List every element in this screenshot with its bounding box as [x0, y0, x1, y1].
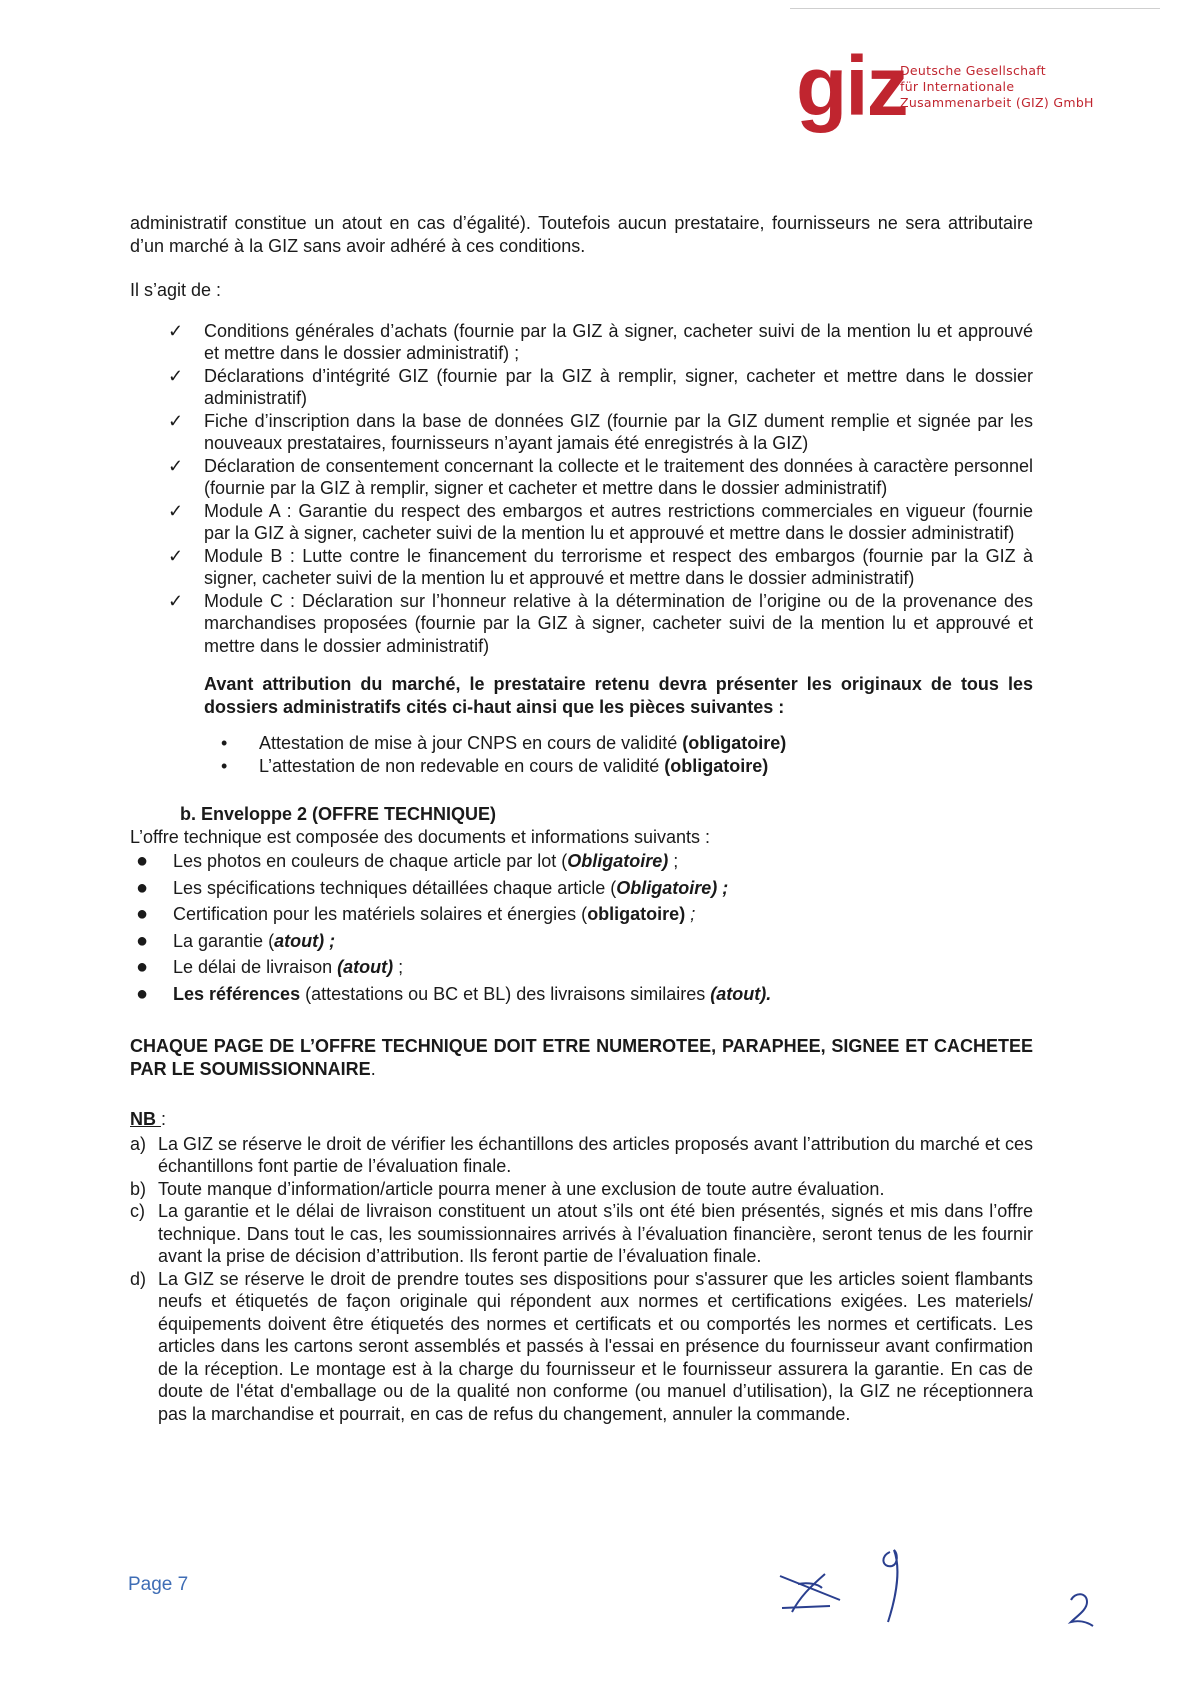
- list-item-suffix: ;: [668, 851, 679, 871]
- list-item: [130, 455, 1033, 500]
- list-item-text: Module B : Lutte contre le financement du terrorisme et respect des embargos (fournie par la GIZ à signer, cacheter suivi de la mention lu et approuvé et mettre dans le dossier administratif): [204, 545, 1033, 588]
- giz-logo-text: [900, 63, 1094, 111]
- nb-list: [130, 1133, 1033, 1426]
- list-item: [130, 901, 1033, 928]
- list-item: [130, 545, 1033, 590]
- checkmark-icon: ✓: [168, 545, 184, 566]
- attestations-list: [221, 732, 1033, 777]
- giz-logo-mark: giz: [796, 39, 907, 133]
- intro-paragraph: administratif constitue un atout en cas d’égalité). Toutefois aucun prestataire, fournisseurs ne sera attributaire d’un marché à la GIZ sans avoir adhéré à ces conditions.: [130, 213, 1033, 256]
- checkmark-icon: ✓: [168, 455, 184, 476]
- list-item-text: (attestations ou BC et BL) des livraisons similaires: [300, 983, 711, 1004]
- list-item: [221, 732, 1033, 755]
- list-item-emphasis: (obligatoire): [664, 755, 769, 776]
- list-item-suffix: ;: [685, 904, 696, 924]
- document-body: [130, 212, 1033, 1425]
- list-item: [130, 320, 1033, 365]
- section-heading: b. Enveloppe 2 (OFFRE TECHNIQUE): [180, 804, 497, 824]
- list-item-text: Déclaration de consentement concernant la collecte et le traitement des données à caractère personnel (fournie par la GIZ à remplir, signer et cacheter et mettre dans le dossier administratif): [204, 455, 1033, 498]
- bullet-icon: •: [221, 755, 228, 776]
- bullet-icon: ●: [136, 850, 149, 872]
- checkmark-icon: ✓: [168, 365, 184, 386]
- checkmark-icon: ✓: [168, 320, 184, 341]
- list-item: [130, 590, 1033, 658]
- list-item-text: Fiche d’inscription dans la base de données GIZ (fournie par la GIZ dument remplie et signée par les nouveaux prestataires, fournisseurs n’ayant jamais été enregistrés à la GIZ): [204, 410, 1033, 453]
- list-item: [130, 928, 1033, 955]
- list-item: [130, 1133, 1033, 1178]
- list-item: [130, 500, 1033, 545]
- logo-line: für Internationale: [900, 79, 1015, 94]
- list-item-emphasis: Obligatoire): [567, 851, 669, 871]
- list-item-text: Toute manque d’information/article pourra mener à une exclusion de toute autre évaluation.: [158, 1178, 885, 1199]
- checkmark-icon: ✓: [168, 500, 184, 521]
- list-item-emphasis: obligatoire): [587, 904, 686, 924]
- list-item-text: Module C : Déclaration sur l’honneur relative à la détermination de l’origine ou de la provenance des marchandises proposées (fournie par la GIZ à signer, cacheter suivi de la mention lu et approuvé et mettre dans le dossier administratif): [204, 590, 1033, 656]
- giz-logo: [796, 39, 1096, 133]
- list-item: [130, 875, 1033, 902]
- list-item-suffix: ;: [393, 957, 404, 977]
- bullet-icon: ●: [136, 903, 149, 925]
- list-lead: Il s’agit de :: [130, 280, 222, 300]
- signature-requirement: [130, 1035, 1033, 1080]
- list-item: [130, 1268, 1033, 1426]
- list-item: [130, 848, 1033, 875]
- bullet-icon: ●: [136, 929, 149, 952]
- technical-offer-list: [130, 848, 1033, 1007]
- list-item-text: Déclarations d’intégrité GIZ (fournie par la GIZ à remplir, signer, cacheter et mettre dans le dossier administratif): [204, 365, 1033, 408]
- header-rule: [790, 8, 1160, 9]
- checkmark-icon: ✓: [168, 590, 184, 611]
- list-item: [130, 410, 1033, 455]
- list-letter: c): [130, 1201, 145, 1221]
- list-item-text: Le délai de livraison: [173, 957, 338, 977]
- list-letter: d): [130, 1268, 147, 1289]
- list-item-text: Attestation de mise à jour CNPS en cours de validité: [259, 733, 683, 753]
- bullet-icon: ●: [136, 956, 149, 978]
- list-item: [130, 1200, 1033, 1268]
- handwritten-two: [1063, 1590, 1099, 1630]
- attribution-notice: Avant attribution du marché, le prestataire retenu devra présenter les originaux de tous les dossiers administratifs cités ci-haut ainsi que les pièces suivantes :: [204, 674, 1033, 717]
- list-item-text: Conditions générales d’achats (fournie par la GIZ à signer, cacheter suivi de la mention lu et approuvé et mettre dans le dossier administratif) ;: [204, 320, 1033, 363]
- list-item-lead: Les références: [173, 983, 301, 1004]
- bullet-icon: ●: [136, 876, 149, 899]
- admin-documents-list: [130, 320, 1033, 658]
- list-item-text: La garantie (: [173, 930, 275, 951]
- bullet-icon: •: [221, 733, 228, 753]
- logo-line: Zusammenarbeit (GIZ) GmbH: [900, 95, 1094, 110]
- signature-requirement-end: .: [370, 1058, 376, 1079]
- list-item-text: Les spécifications techniques détaillées chaque article (: [173, 877, 617, 898]
- list-item-text: Certification pour les matériels solaires et énergies (: [173, 904, 588, 924]
- bullet-icon: ●: [136, 982, 149, 1005]
- list-item-text: Module A : Garantie du respect des embargos et autres restrictions commerciales en vigueur (fournie par la GIZ à signer, cacheter suivi de la mention lu et approuvé et mettre dans le dossier administratif): [204, 500, 1033, 543]
- list-item: [130, 954, 1033, 981]
- page-number: Page 7: [128, 1574, 189, 1595]
- list-item-text: La garantie et le délai de livraison constituent un atout s’ils ont été bien présentés, signés et mis dans l’offre technique. Dans tout le cas, les soumissionnaires arrivés à l’évaluation financière, seront tenus de les fournir avant la prise de décision d’attribution. Ils feront partie de l’évaluation finale.: [158, 1201, 1033, 1266]
- list-item-emphasis: (atout).: [710, 983, 772, 1004]
- list-item-emphasis: (atout): [337, 957, 394, 977]
- list-item: [130, 1178, 1033, 1201]
- handwritten-nine: [870, 1546, 920, 1626]
- list-item: [130, 365, 1033, 410]
- nb-colon: :: [161, 1109, 167, 1129]
- list-item-text: L’attestation de non redevable en cours de validité: [259, 755, 665, 776]
- list-item-text: La GIZ se réserve le droit de vérifier les échantillons des articles proposés avant l’attribution du marché et ces échantillons font partie de l’évaluation finale.: [158, 1133, 1033, 1176]
- list-letter: b): [130, 1178, 147, 1199]
- nb-heading: [130, 1108, 1033, 1131]
- section-intro: L’offre technique est composée des documents et informations suivants :: [130, 826, 710, 847]
- logo-line: Deutsche Gesellschaft: [900, 63, 1046, 78]
- list-item-text: La GIZ se réserve le droit de prendre toutes ses dispositions pour s'assurer que les articles soient flambants neufs et étiquetés de façon originale qui répondent aux normes et certifications exigées. Les materiels/équipements doivent être étiquetés des normes et certificats et ou comportés les normes et certificats. Les articles dans les cartons seront assemblés et passés à l'essai en présence du fournisseur avant confirmation de la réception. Le montage est à la charge du fournisseur et le fournisseur assurera la garantie. En cas de doute de l'état d'emballage ou de la qualité non conforme (ou manuel d’utilisation), la GIZ ne réceptionnera pas la marchandise et pourrait, en cas de refus du changement, annuler la commande.: [158, 1268, 1033, 1424]
- handwritten-initials: [770, 1562, 860, 1622]
- list-item: [221, 755, 1033, 778]
- list-item-emphasis: atout) ;: [274, 930, 336, 951]
- list-item-emphasis: (obligatoire): [682, 733, 787, 753]
- checkmark-icon: ✓: [168, 410, 184, 431]
- nb-label: NB: [130, 1109, 161, 1129]
- list-letter: a): [130, 1133, 147, 1154]
- signature-requirement-text: CHAQUE PAGE DE L’OFFRE TECHNIQUE DOIT ETRE NUMEROTEE, PARAPHEE, SIGNEE ET CACHETEE PAR LE SOUMISSIONNAIRE: [130, 1036, 1033, 1079]
- list-item-emphasis: Obligatoire) ;: [616, 877, 729, 898]
- list-item-text: Les photos en couleurs de chaque article par lot (: [173, 851, 568, 871]
- list-item: [130, 981, 1033, 1008]
